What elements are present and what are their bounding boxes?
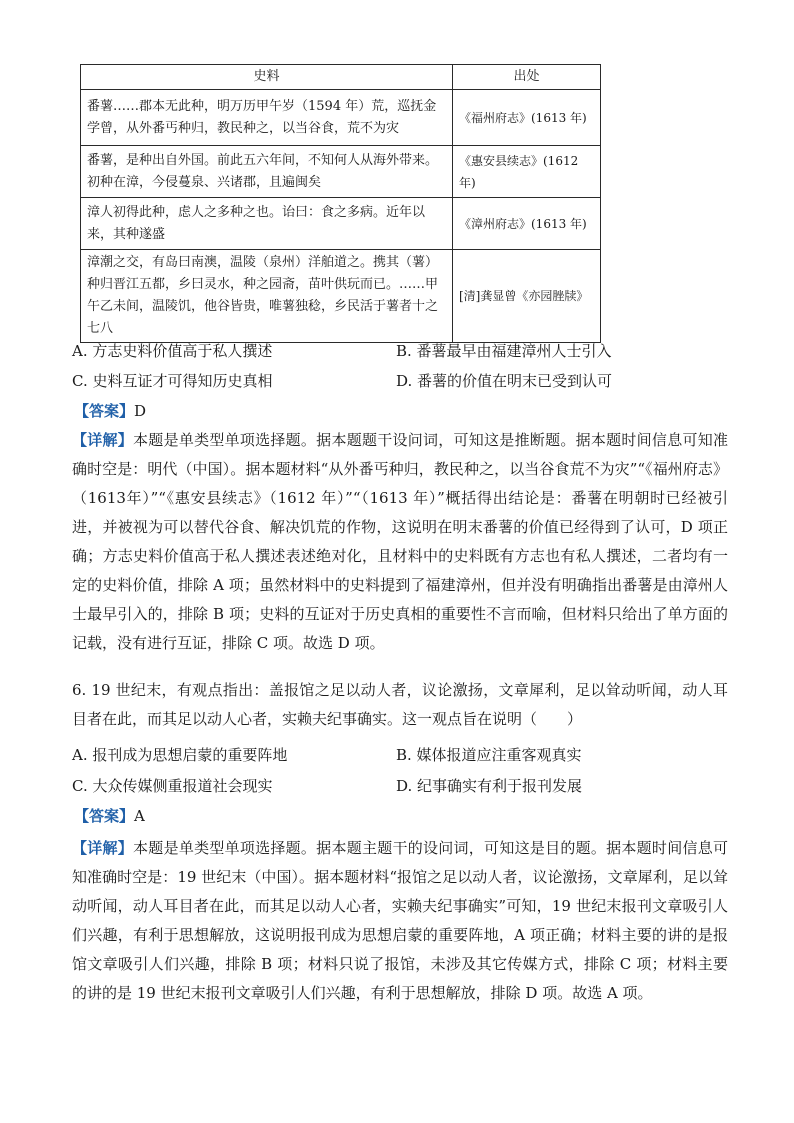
q5-answer [74, 400, 146, 421]
detail-text: 本题是单类型单项选择题。据本题题干设问词，可知这是推断题。据本题时间信息可知准确时空是：明代（中国）。据本题材料“从外番丐种归，教民种之，以当谷食荒不为灾”“《福州府志》（1613年）”“《惠安县续志》（1612 年）”“（1613 年）”概括得出结论是：番薯在明朝时已经被引进，并被视为可以替代谷食、解决饥荒的作物，这说明在明末番薯的价值已经得到了认可，D 项正确；方志史料价值高于私人撰述表述绝对化，且材料中的史料既有方志也有私人撰述，二者均有一定的史料价值，排除 A 项；虽然材料中的史料提到了福建漳州，但并没有明确指出番薯是由漳州人士最早引入的，排除 B 项；史料的互证对于历史真相的重要性不言而喻，但材料只给出了单方面的记载，没有进行互证，排除 C 项。故选 D 项。 [72, 431, 728, 652]
q6-answer [74, 805, 145, 826]
detail-label: 【详解】 [72, 839, 134, 857]
q6-option-b[interactable]: B. 媒体报道应注重客观真实 [396, 746, 582, 764]
answer-label: 【答案】 [74, 402, 135, 420]
table-cell-source: 《福州府志》(1613 年) [453, 90, 601, 146]
table-cell-source: [清]龚显曾《亦园脞牍》 [453, 250, 601, 343]
table-header-cell: 史料 [81, 65, 453, 90]
table-row [81, 90, 601, 146]
detail-text: 本题是单类型单项选择题。据本题主题干的设问词，可知这是目的题。据本题时间信息可知准确时空是：19 世纪末（中国）。据本题材料“报馆之足以动人者，议论激扬，文章犀利，足以耸动听闻，动人耳目者在此，而其足以动人心者，实赖夫纪事确实”可知，19 世纪末报刊文章吸引人们兴趣，有利于思想解放，这说明报刊成为思想启蒙的重要阵地，A 项正确；材料主要的讲的是报馆文章吸引人们兴趣，排除 B 项；材料只说了报馆，未涉及其它传媒方式，排除 C 项；材料主要的讲的是 19 世纪末报刊文章吸引人们兴趣，有利于思想解放，排除 D 项。故选 A 项。 [72, 839, 728, 1002]
source-table [80, 64, 601, 343]
q6-option-c[interactable]: C. 大众传媒侧重报道社会现实 [72, 777, 273, 795]
table-cell-text: 漳人初得此种，虑人之多种之也。诒曰：食之多病。近年以来，其种遂盛 [81, 198, 453, 250]
table-header-row [81, 65, 601, 90]
table-row [81, 198, 601, 250]
q5-option-a[interactable]: A. 方志史料价值高于私人撰述 [72, 342, 273, 360]
q5-detail [72, 426, 728, 658]
answer-value: A [134, 807, 145, 825]
q5-option-c[interactable]: C. 史料互证才可得知历史真相 [72, 372, 273, 390]
answer-value: D [134, 402, 147, 420]
table-cell-source: 《漳州府志》(1613 年) [453, 198, 601, 250]
table-cell-text: 番薯……郡本无此种，明万历甲午岁（1594 年）荒，巡抚金学曾，从外番丐种归，教民种之，以当谷食，荒不为灾 [81, 90, 453, 146]
q6-detail [72, 834, 728, 1008]
table-cell-source: 《惠安县续志》(1612 年) [453, 146, 601, 198]
q6-option-a[interactable]: A. 报刊成为思想启蒙的重要阵地 [72, 746, 288, 764]
table-row [81, 146, 601, 198]
q5-option-b[interactable]: B. 番薯最早由福建漳州人士引入 [396, 342, 612, 360]
table-cell-text: 番薯，是种出自外国。前此五六年间，不知何人从海外带来。初种在漳，今侵蔓泉、兴诸郡，且遍闽矣 [81, 146, 453, 198]
table-row [81, 250, 601, 343]
detail-label: 【详解】 [72, 431, 134, 449]
table-header-cell: 出处 [453, 65, 601, 90]
table-cell-text: 漳潮之交，有岛曰南澳，温陵（泉州）洋舶道之。携其（薯）种归晋江五都，乡曰灵水，种之园斋，苗叶供玩而已。……甲午乙未间，温陵饥，他谷皆贵，唯薯独稔，乡民活于薯者十之七八 [81, 250, 453, 343]
q6-option-d[interactable]: D. 纪事确实有利于报刊发展 [396, 777, 583, 795]
answer-label: 【答案】 [74, 807, 135, 825]
q6-stem: 6. 19 世纪末，有观点指出：盖报馆之足以动人者，议论激扬，文章犀利，足以耸动听闻，动人耳目者在此，而其足以动人心者，实赖夫纪事确实。这一观点旨在说明（ ） [72, 681, 728, 728]
q5-option-d[interactable]: D. 番薯的价值在明末已受到认可 [396, 372, 613, 390]
